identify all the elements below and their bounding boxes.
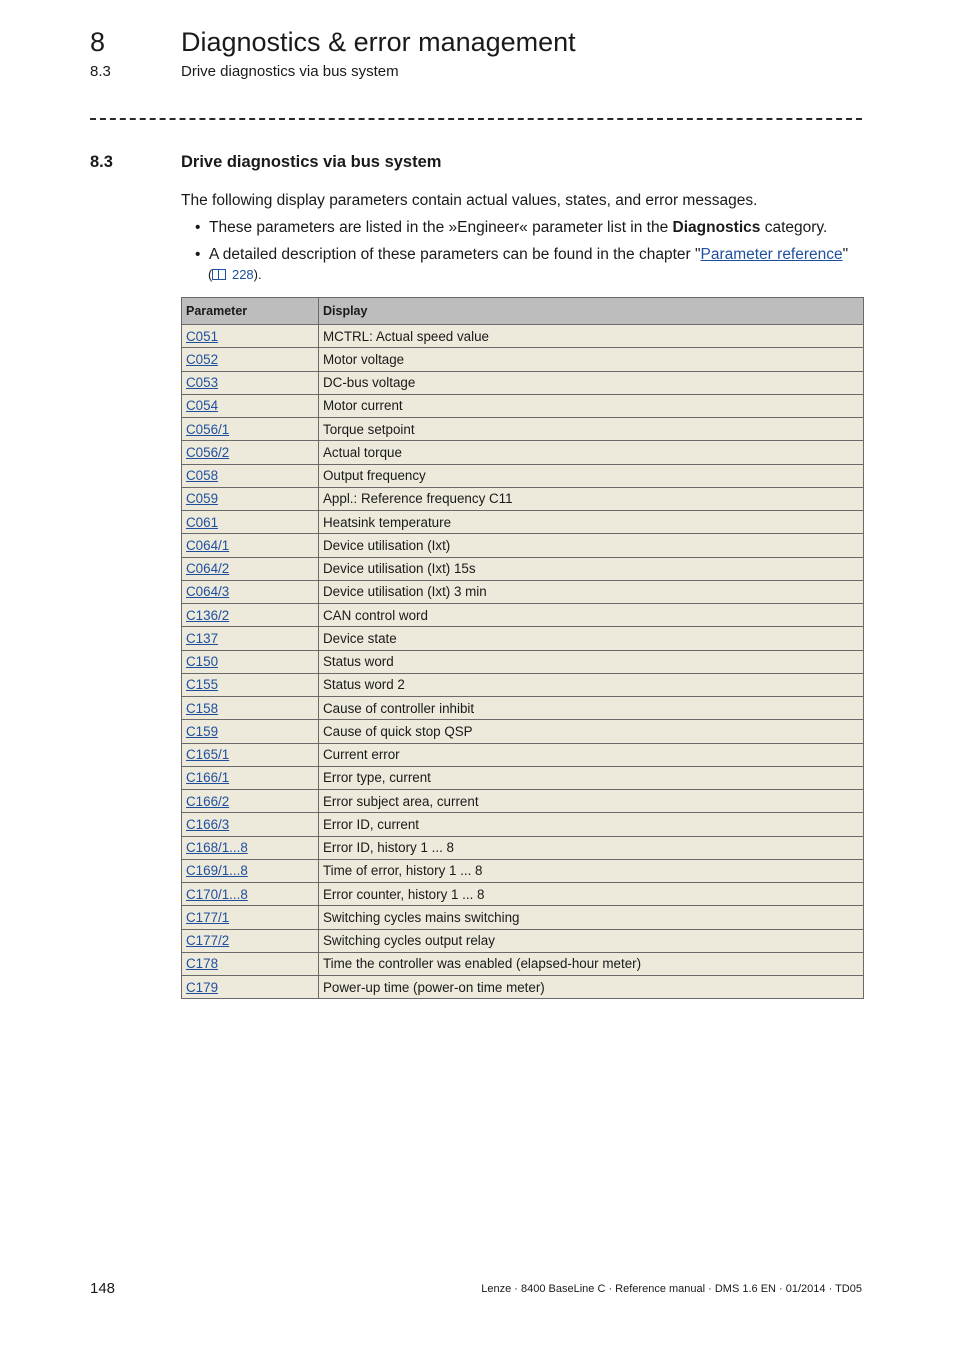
bullet-1 [209, 219, 827, 237]
display-cell: Error counter, history 1 ... 8 [319, 883, 864, 906]
display-cell: Actual torque [319, 441, 864, 464]
parameter-link[interactable]: C155 [186, 677, 219, 693]
table-row [182, 790, 864, 813]
table-row [182, 371, 864, 394]
parameter-link[interactable]: C054 [186, 398, 219, 414]
display-cell: DC-bus voltage [319, 371, 864, 394]
table-row [182, 650, 864, 673]
display-cell: Error ID, current [319, 813, 864, 836]
display-cell: Device utilisation (Ixt) 3 min [319, 580, 864, 603]
parameter-cell [182, 906, 319, 929]
table-row [182, 859, 864, 882]
parameter-link[interactable]: C052 [186, 351, 219, 367]
parameter-cell [182, 743, 319, 766]
parameter-link[interactable]: C169/1...8 [186, 863, 248, 879]
parameter-link[interactable]: C064/1 [186, 537, 230, 553]
display-cell: Torque setpoint [319, 418, 864, 441]
display-cell: Switching cycles mains switching [319, 906, 864, 929]
table-row [182, 325, 864, 348]
bullet-marker: • [195, 219, 201, 236]
page-reference-number: 228 [231, 267, 254, 282]
table-row [182, 394, 864, 417]
parameter-link[interactable]: C136/2 [186, 607, 230, 623]
parameter-link[interactable]: C064/2 [186, 561, 230, 577]
parameter-link[interactable]: C158 [186, 700, 219, 716]
display-cell: Time of error, history 1 ... 8 [319, 859, 864, 882]
parameter-link[interactable]: C061 [186, 514, 219, 530]
display-cell: MCTRL: Actual speed value [319, 325, 864, 348]
bullet-1-tail: category. [760, 219, 828, 236]
parameter-cell [182, 580, 319, 603]
table-row [182, 952, 864, 975]
table-row [182, 627, 864, 650]
bullet-2-text: A detailed description of these parameters can be found in the chapter " [209, 246, 701, 263]
parameter-link[interactable]: C137 [186, 630, 219, 646]
parameter-cell [182, 836, 319, 859]
section-title: Drive diagnostics via bus system [181, 153, 442, 171]
parameter-link[interactable]: C053 [186, 375, 219, 391]
parameter-cell [182, 859, 319, 882]
parameter-cell [182, 790, 319, 813]
parameter-cell [182, 813, 319, 836]
parameter-link[interactable]: C168/1...8 [186, 840, 248, 856]
display-cell: Motor voltage [319, 348, 864, 371]
header-section-title: Drive diagnostics via bus system [181, 63, 399, 80]
display-cell: Device utilisation (Ixt) 15s [319, 557, 864, 580]
parameter-cell [182, 976, 319, 999]
table-row [182, 766, 864, 789]
display-cell: Cause of controller inhibit [319, 697, 864, 720]
table-row [182, 348, 864, 371]
section-number: 8.3 [90, 153, 113, 171]
chapter-title: Diagnostics & error management [181, 27, 576, 57]
parameter-link[interactable]: C064/3 [186, 584, 230, 600]
book-icon [212, 269, 226, 280]
parameter-cell [182, 441, 319, 464]
parameter-link[interactable]: C150 [186, 654, 219, 670]
parameter-cell [182, 394, 319, 417]
parameter-cell [182, 511, 319, 534]
parameter-link[interactable]: C177/1 [186, 909, 230, 925]
parameter-link[interactable]: C051 [186, 328, 219, 344]
table-row [182, 976, 864, 999]
bullet-1-text: These parameters are listed in the »Engineer« parameter list in the [209, 219, 673, 236]
column-header-display: Display [319, 298, 864, 325]
parameter-cell [182, 720, 319, 743]
table-row [182, 883, 864, 906]
display-cell: Status word [319, 650, 864, 673]
page-number: 148 [90, 1280, 116, 1297]
bullet-2-tail: " [842, 246, 849, 263]
parameter-cell [182, 487, 319, 510]
bullet-1-bold: Diagnostics [672, 219, 761, 236]
display-cell: Current error [319, 743, 864, 766]
header-section-number: 8.3 [90, 63, 111, 80]
parameter-link[interactable]: C170/1...8 [186, 886, 248, 902]
table-row [182, 511, 864, 534]
parameter-link[interactable]: C166/1 [186, 770, 230, 786]
display-cell: Cause of quick stop QSP [319, 720, 864, 743]
intro-paragraph: The following display parameters contain actual values, states, and error messages. [181, 192, 758, 209]
table-row [182, 720, 864, 743]
display-cell: Heatsink temperature [319, 511, 864, 534]
display-cell: Error type, current [319, 766, 864, 789]
parameter-cell [182, 557, 319, 580]
table-row [182, 836, 864, 859]
table-row [182, 580, 864, 603]
table-row [182, 534, 864, 557]
parameter-cell [182, 929, 319, 952]
table-row [182, 418, 864, 441]
parameter-reference-link[interactable]: Parameter reference [700, 246, 843, 263]
display-cell: Time the controller was enabled (elapsed-hour meter) [319, 952, 864, 975]
parameter-table [181, 297, 864, 999]
parameter-cell [182, 534, 319, 557]
parameter-link[interactable]: C166/2 [186, 793, 230, 809]
parameter-link[interactable]: C058 [186, 468, 219, 484]
display-cell: Power-up time (power-on time meter) [319, 976, 864, 999]
page-reference: ( 228). [208, 267, 262, 282]
parameter-cell [182, 673, 319, 696]
table-row [182, 487, 864, 510]
parameter-cell [182, 627, 319, 650]
header-divider [90, 118, 862, 120]
table-row [182, 697, 864, 720]
parameter-cell [182, 766, 319, 789]
display-cell: Motor current [319, 394, 864, 417]
document-info: Lenze · 8400 BaseLine C · Reference manual · DMS 1.6 EN · 01/2014 · TD05 [481, 1283, 862, 1295]
display-cell: Output frequency [319, 464, 864, 487]
column-header-parameter: Parameter [182, 298, 319, 325]
table-row [182, 604, 864, 627]
parameter-link[interactable]: C159 [186, 723, 219, 739]
parameter-cell [182, 348, 319, 371]
parameter-link[interactable]: C165/1 [186, 747, 230, 763]
table-row [182, 906, 864, 929]
bullet-marker: • [195, 246, 201, 263]
display-cell: Status word 2 [319, 673, 864, 696]
parameter-cell [182, 883, 319, 906]
display-cell: Error subject area, current [319, 790, 864, 813]
table-row [182, 464, 864, 487]
table-row [182, 813, 864, 836]
table-row [182, 743, 864, 766]
display-cell: Device utilisation (Ixt) [319, 534, 864, 557]
parameter-link[interactable]: C056/2 [186, 444, 230, 460]
display-cell: CAN control word [319, 604, 864, 627]
parameter-link[interactable]: C178 [186, 956, 219, 972]
table-row [182, 441, 864, 464]
parameter-cell [182, 464, 319, 487]
page-reference-link[interactable] [212, 267, 253, 282]
parameter-link[interactable]: C177/2 [186, 933, 230, 949]
chapter-number: 8 [90, 27, 106, 57]
parameter-cell [182, 650, 319, 673]
parameter-cell [182, 371, 319, 394]
display-cell: Appl.: Reference frequency C11 [319, 487, 864, 510]
display-cell: Error ID, history 1 ... 8 [319, 836, 864, 859]
parameter-cell [182, 325, 319, 348]
parameter-cell [182, 697, 319, 720]
parameter-cell [182, 952, 319, 975]
table-row [182, 929, 864, 952]
table-row [182, 557, 864, 580]
parameter-cell [182, 604, 319, 627]
display-cell: Switching cycles output relay [319, 929, 864, 952]
parameter-link[interactable]: C056/1 [186, 421, 230, 437]
display-cell: Device state [319, 627, 864, 650]
parameter-link[interactable]: C179 [186, 979, 219, 995]
parameter-cell [182, 418, 319, 441]
table-row [182, 673, 864, 696]
parameter-link[interactable]: C059 [186, 491, 219, 507]
bullet-2 [209, 246, 848, 264]
table-header-row [182, 298, 864, 325]
parameter-link[interactable]: C166/3 [186, 816, 230, 832]
